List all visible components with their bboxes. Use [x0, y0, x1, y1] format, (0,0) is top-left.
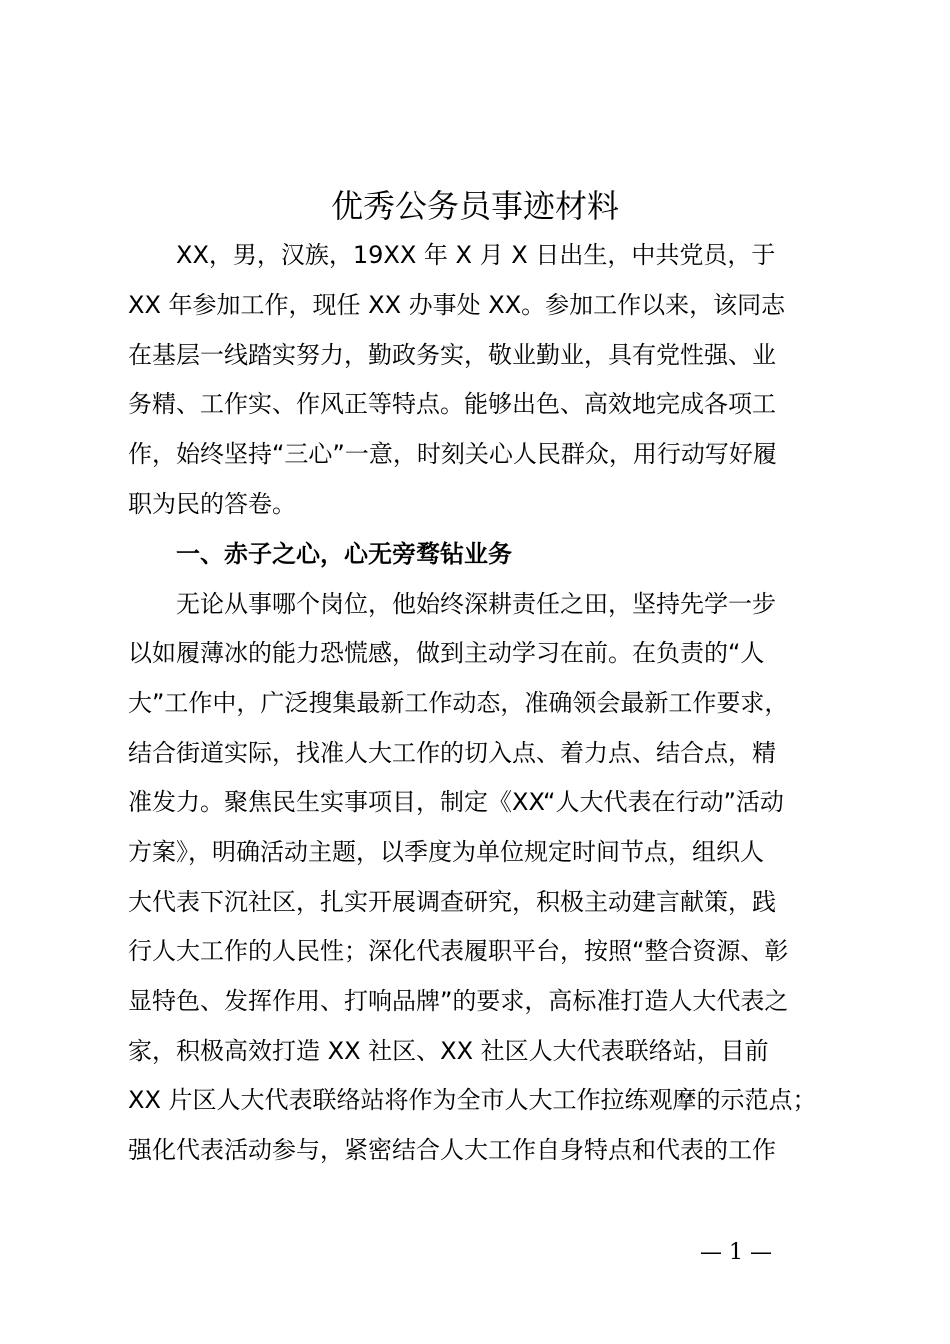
paragraph-line: 职为民的答卷。: [128, 490, 296, 518]
paragraph-line: 行人大工作的人民性；深化代表履职平台，按照“整合资源、彰: [128, 937, 789, 965]
paragraph-line: XX 片区人大代表联络站将作为全市人大工作拉练观摩的示范点；: [128, 1086, 817, 1114]
paragraph-line: 以如履薄冰的能力恐慌感，做到主动学习在前。在负责的“人: [128, 639, 765, 667]
paragraph-line: 家，积极高效打造 XX 社区、XX 社区人大代表联络站，目前: [128, 1037, 769, 1065]
paragraph-line: 方案》，明确活动主题，以季度为单位规定时间节点，组织人: [128, 838, 764, 866]
paragraph-line: 作，始终坚持“三心”一意，时刻关心人民群众，用行动写好履: [128, 440, 777, 468]
paragraph-line: 结合街道实际，找准人大工作的切入点、着力点、结合点，精: [128, 739, 776, 767]
document-title: 优秀公务员事迹材料: [330, 187, 619, 225]
page-number: — 1 —: [700, 1240, 772, 1265]
paragraph-line: 大代表下沉社区，扎实开展调查研究，积极主动建言献策，践: [128, 888, 776, 916]
paragraph-line: 显特色、发挥作用、打响品牌”的要求，高标准打造人大代表之: [128, 987, 789, 1015]
paragraph-line: XX 年参加工作，现任 XX 办事处 XX。参加工作以来，该同志: [128, 291, 786, 319]
paragraph-line: 务精、工作实、作风正等特点。能够出色、高效地完成各项工: [128, 390, 776, 418]
paragraph-line: 准发力。聚焦民生实事项目，制定《XX“人大代表在行动”活动: [128, 788, 784, 816]
paragraph-line: 无论从事哪个岗位，他始终深耕责任之田，坚持先学一步: [128, 590, 776, 618]
paragraph-line: 大”工作中，广泛搜集最新工作动态，准确领会最新工作要求，: [128, 689, 789, 717]
paragraph-line: 强化代表活动参与，紧密结合人大工作自身特点和代表的工作: [128, 1136, 776, 1164]
paragraph-line: 在基层一线踏实努力，勤政务实，敬业勤业，具有党性强、业: [128, 341, 776, 369]
section-heading: 一、赤子之心，心无旁骛钻业务: [128, 540, 512, 568]
paragraph-line: XX，男，汉族，19XX 年 X 月 X 日出生，中共党员，于: [128, 241, 776, 269]
